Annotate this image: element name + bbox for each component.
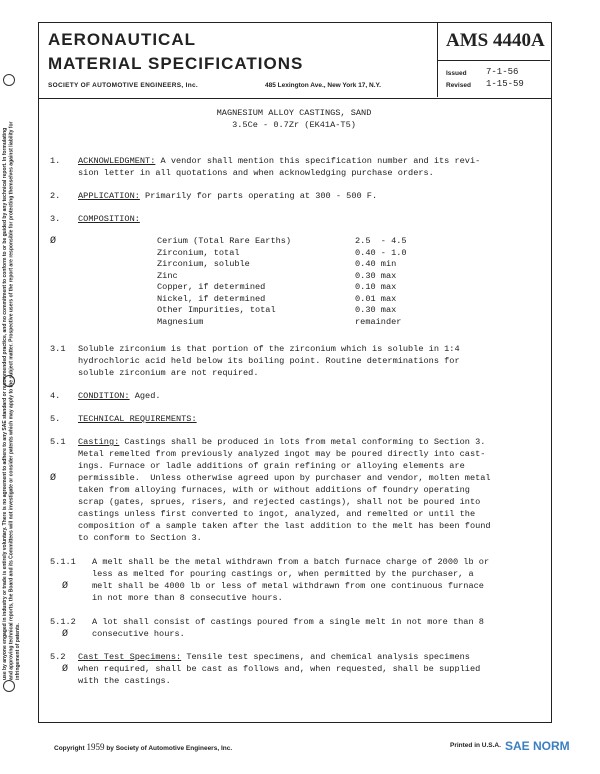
section-5-1-2-number: 5.1.2 bbox=[50, 617, 76, 627]
issued-date: 7-1-56 bbox=[486, 67, 519, 77]
society-address: 485 Lexington Ave., New York 17, N.Y. bbox=[265, 82, 381, 89]
section-1-heading: ACKNOWLEDGMENT: bbox=[78, 156, 156, 166]
printed-in: Printed in U.S.A. bbox=[450, 742, 501, 749]
composition-element: Other Impurities, total bbox=[157, 305, 276, 315]
section-3-1-line-3: soluble zirconium are not required. bbox=[78, 368, 259, 378]
section-5-1-1-line-3: melt shall be 4000 lb or less of metal withdrawn from one continuous furnace bbox=[92, 581, 484, 591]
composition-value: 2.5 - 4.5 bbox=[355, 236, 407, 246]
section-3-1-line-2: hydrochloric acid held below its boiling point. Routine determinations for bbox=[78, 356, 460, 366]
section-5-1-2-line-1: A lot shall consist of castings poured from a single melt in not more than 8 bbox=[92, 617, 484, 627]
section-5-1-line-2: Metal remelted from previously analyzed ingot may be poured directly into cast- bbox=[78, 449, 486, 459]
composition-element: Zirconium, soluble bbox=[157, 259, 250, 269]
section-2-number: 2. bbox=[50, 191, 61, 201]
section-4-line-1: CONDITION: Aged. bbox=[78, 391, 161, 401]
section-5-1-1-line-1: A melt shall be the metal withdrawn from a batch furnace charge of 2000 lb or bbox=[92, 557, 490, 567]
copyright-year: 1959 bbox=[86, 742, 105, 752]
composition-element: Copper, if determined bbox=[157, 282, 266, 292]
section-3-1-number: 3.1 bbox=[50, 344, 66, 354]
change-mark: Ø bbox=[50, 236, 57, 247]
section-5-1-line-3: ings. Furnace or ladle additions of grain refining or alloying elements are bbox=[78, 461, 465, 471]
section-5-1-line-5: taken from alloying furnaces, with or without additions of foundry operating bbox=[78, 485, 470, 495]
binder-hole bbox=[3, 74, 15, 86]
change-mark: Ø bbox=[50, 473, 57, 484]
composition-value: 0.40 - 1.0 bbox=[355, 247, 407, 258]
composition-element: Zirconium, total bbox=[157, 247, 240, 258]
change-mark: Ø bbox=[62, 581, 69, 592]
composition-value: 0.30 max bbox=[355, 305, 397, 315]
section-2-line-1: APPLICATION: Primarily for parts operating at 300 - 500 F. bbox=[78, 191, 378, 201]
section-5-1-1-line-2: less as melted for pouring castings or, when permitted by the purchaser, a bbox=[92, 569, 474, 579]
change-mark: Ø bbox=[62, 664, 69, 675]
ams-number: AMS 4440A bbox=[446, 30, 545, 51]
section-1-line-1: ACKNOWLEDGMENT: A vendor shall mention this specification number and its revi- bbox=[78, 156, 481, 166]
section-3-heading: COMPOSITION: bbox=[78, 214, 140, 224]
section-3-1-line-1: Soluble zirconium is that portion of the zirconium which is soluble in 1:4 bbox=[78, 344, 460, 354]
composition-element: Magnesium bbox=[157, 316, 204, 327]
title-line-1: AERONAUTICAL bbox=[48, 30, 196, 49]
doc-title-line-1: MAGNESIUM ALLOY CASTINGS, SAND bbox=[216, 108, 372, 118]
issued-label: Issued bbox=[446, 70, 467, 77]
binder-hole bbox=[3, 375, 15, 387]
section-5-1-1-number: 5.1.1 bbox=[50, 557, 76, 567]
section-1-line-2: sion letter in all quotations and when acknowledging purchase orders. bbox=[78, 168, 434, 178]
section-5-1-line-1: Casting: Castings shall be produced in lots from metal conforming to Section 3. bbox=[78, 437, 486, 447]
composition-element: Nickel, if determined bbox=[157, 293, 266, 304]
society-name: SOCIETY OF AUTOMOTIVE ENGINEERS, Inc. bbox=[48, 82, 199, 89]
composition-element: Cerium (Total Rare Earths) bbox=[157, 236, 292, 246]
section-5-1-heading: Casting: bbox=[78, 437, 120, 447]
section-5-1-1-line-4: in not more than 8 consecutive hours. bbox=[92, 593, 283, 603]
composition-value: remainder bbox=[355, 316, 402, 327]
section-4-number: 4. bbox=[50, 391, 61, 401]
section-5-2-heading: Cast Test Specimens: bbox=[78, 652, 182, 662]
revised-label: Revised bbox=[446, 82, 471, 89]
header-divider-horizontal bbox=[437, 60, 550, 61]
section-3-number: 3. bbox=[50, 214, 61, 224]
composition-value: 0.40 min bbox=[355, 259, 397, 269]
composition-value: 0.30 max bbox=[355, 270, 397, 281]
section-5-heading: TECHNICAL REQUIREMENTS: bbox=[78, 414, 197, 424]
section-5-2-number: 5.2 bbox=[50, 652, 66, 662]
section-5-2-line-1: Cast Test Specimens: Tensile test specimens, and chemical analysis specimens bbox=[78, 652, 470, 662]
section-5-1-line-9: to conform to Section 3. bbox=[78, 533, 202, 543]
side-legal-text: use by anyone engaged in industry or trade is entirely voluntary. There is no agreement to adhere to any SAE standard or recommended practice, and no commitment to conform to or be guided by any technical report. In formulating and approving technical reports, the Board and its Committees will not investigate or consider patents which may apply to the subject matter. Prospective users of the report are responsible for protecting themselves against liability for infringement of patents. bbox=[2, 121, 21, 680]
doc-title-line-2: 3.5Ce - 0.7Zr (EK41A-T5) bbox=[232, 120, 356, 130]
change-mark: Ø bbox=[62, 629, 69, 640]
section-2-heading: APPLICATION: bbox=[78, 191, 140, 201]
section-5-2-line-2: when required, shall be cast as follows and, when requested, shall be supplied bbox=[78, 664, 481, 674]
section-5-number: 5. bbox=[50, 414, 61, 424]
revised-date: 1-15-59 bbox=[486, 79, 524, 89]
composition-element: Zinc bbox=[157, 270, 178, 281]
section-4-heading: CONDITION: bbox=[78, 391, 130, 401]
section-5-1-line-4: permissible. Unless otherwise agreed upon by purchaser and vendor, molten metal bbox=[78, 473, 491, 483]
section-5-1-2-line-2: consecutive hours. bbox=[92, 629, 185, 639]
binder-hole bbox=[3, 680, 15, 692]
composition-value: 0.10 max bbox=[355, 282, 397, 292]
section-5-1-line-8: composition of a sample taken after the last addition to the melt has been found bbox=[78, 521, 491, 531]
section-1-number: 1. bbox=[50, 156, 61, 166]
section-5-1-line-7: castings unless first converted to ingot, analyzed, and remelted or until the bbox=[78, 509, 476, 519]
section-5-2-line-3: with the castings. bbox=[78, 676, 171, 686]
composition-value: 0.01 max bbox=[355, 293, 397, 304]
section-5-1-number: 5.1 bbox=[50, 437, 66, 447]
section-5-1-line-6: scrap (gates, sprues, risers, and rejected castings), shall not be poured into bbox=[78, 497, 481, 507]
title-line-2: MATERIAL SPECIFICATIONS bbox=[48, 54, 304, 73]
copyright: Copyright 1959 by Society of Automotive Engineers, Inc. bbox=[54, 742, 233, 752]
watermark: SAE NORM bbox=[505, 739, 570, 753]
